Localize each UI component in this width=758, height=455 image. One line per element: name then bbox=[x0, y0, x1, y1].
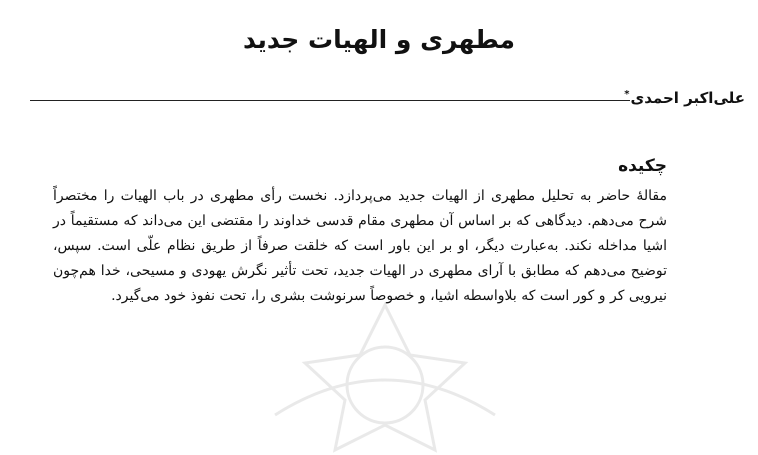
author-rule-divider bbox=[30, 100, 630, 101]
paper-title: مطهری و الهیات جدید bbox=[243, 25, 515, 54]
abstract-section bbox=[53, 154, 667, 309]
author-name bbox=[624, 84, 745, 109]
abstract-heading: چکیده bbox=[618, 156, 667, 176]
watermark-logo-icon bbox=[235, 285, 535, 455]
abstract-body: مقالهٔ حاضر به تحلیل مطهری از الهیات جدید می‌پردازد. نخست رأی مطهری در باب الهیات را مختصراً شرح می‌دهم. دیدگاهی که بر اساس آن مطهری مقام قدسی خداوند را مقتضی این می‌داند که مستقیماً در اشیا مداخله نکند. به‌عبارت دیگر، او بر این باور است که خلقت صرفاً از طریق نظام علّی است. سپس، توضیح می‌دهم که مطابق با آرای مطهری در الهیات جدید، تحت تأثیر نگرش یهودی و مسیحی، خدا هم‌چون نیرویی کر و کور است که بلاواسطه اشیا، و خصوصاً سرنوشت بشری را، تحت نفوذ خود می‌گیرد. bbox=[53, 188, 667, 304]
author-name-text: علی‌اکبر احمدی bbox=[630, 89, 745, 107]
author-footnote-marker: * bbox=[624, 89, 630, 100]
author-row bbox=[30, 84, 745, 114]
